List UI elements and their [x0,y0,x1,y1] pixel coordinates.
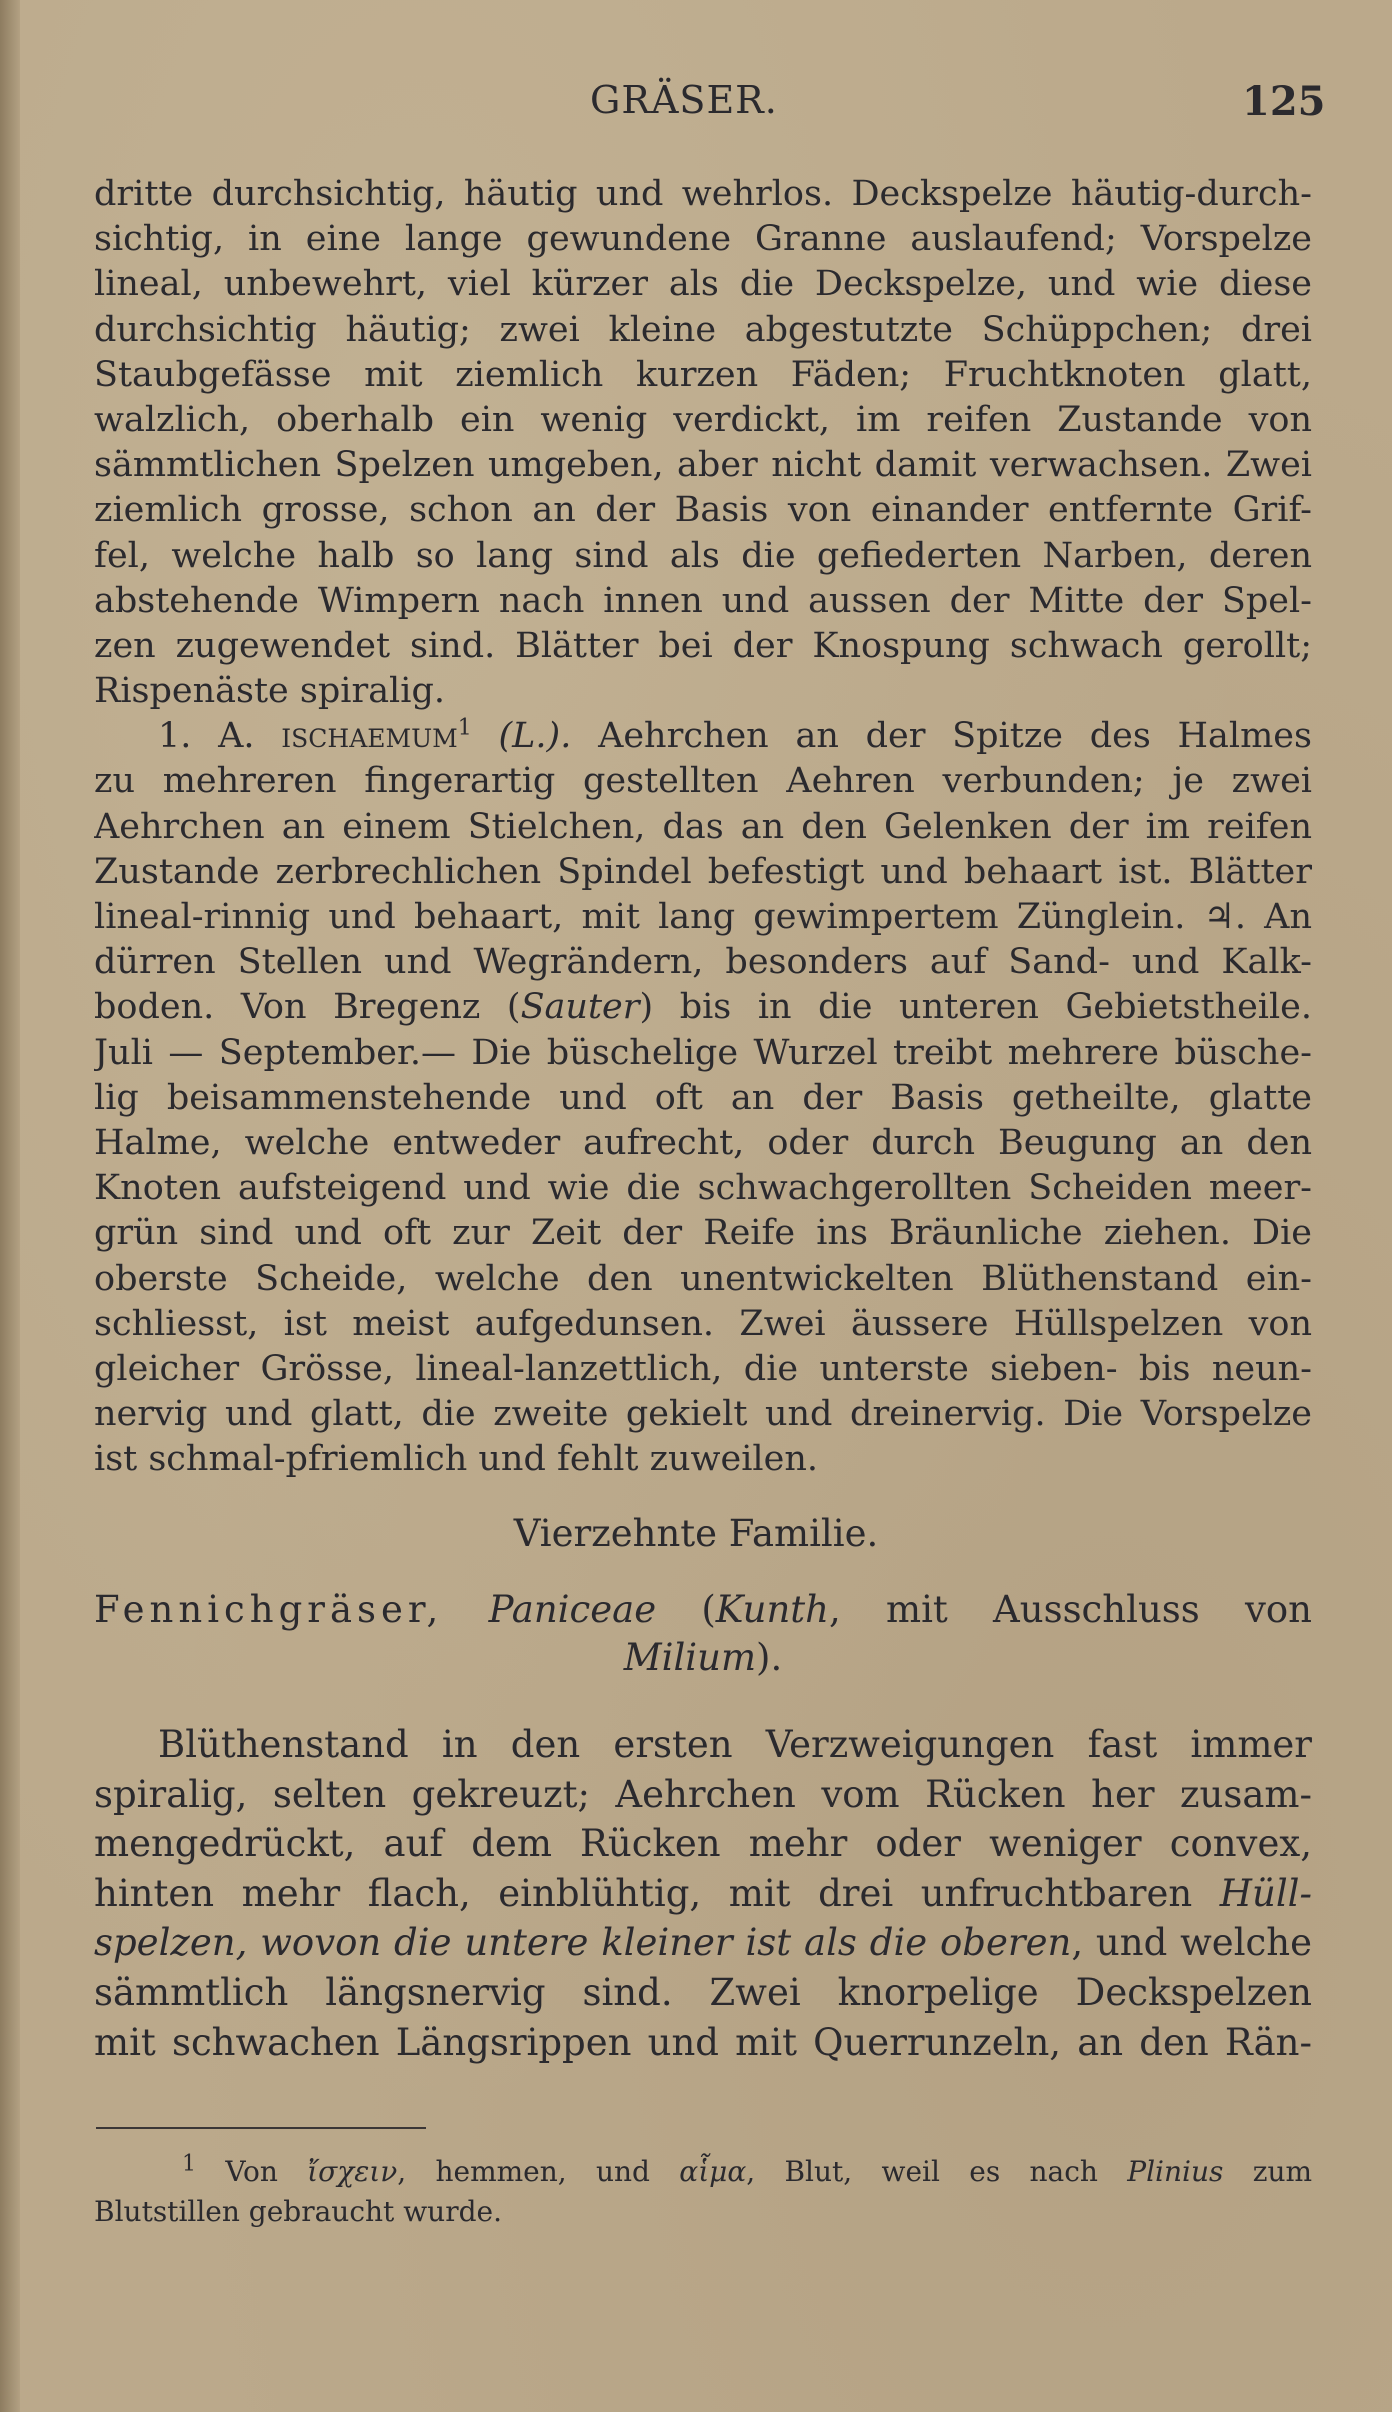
text-line [94,1918,1312,1968]
footnote-line [94,2152,1312,2192]
greek-word: ἴσχειν [307,2155,398,2188]
page-spine-shadow [0,0,20,2412]
footnote-reference: 1 [457,715,472,741]
text-line: lineal-rinnig und behaart, mit lang gewimpertem Zünglein. ♃. An [94,897,1312,937]
text-line: walzlich, oberhalb ein wenig verdickt, im reifen Zustande von [94,399,1312,440]
footnote-divider [96,2127,426,2129]
text-line: ziemlich grosse, schon an der Basis von einander entfernte Grif- [94,490,1312,531]
species-name: ischaemum [281,716,458,757]
text-line: abstehende Wimpern nach innen und aussen der Mitte der Spel- [94,580,1312,621]
page-header [0,78,1392,138]
text-line: mit schwachen Längsrippen und mit Querrunzeln, an den Rän- [94,2020,1312,2064]
text-line: Juli — September.— Die büschelige Wurzel treibt mehrere büsche- [94,1032,1312,1073]
footnote-line: Blutstillen gebraucht wurde. [94,2195,502,2228]
family-heading: Vierzehnte Familie. [513,1512,879,1555]
page-number: 125 [1242,78,1326,125]
text-line: lig beisammenstehende und oft an der Basis getheilte, glatte [94,1077,1312,1118]
text-line: durchsichtig häutig; zwei kleine abgestutzte Schüppchen; drei [94,309,1312,350]
excluded-genus: Milium [623,1636,757,1679]
text-line: sämmtlich längsnervig sind. Zwei knorpelige Deckspelzen [94,1970,1312,2014]
text-line [94,1869,1312,1919]
text-line: grün sind und oft zur Zeit der Reife ins Bräunliche ziehen. Die [94,1213,1312,1254]
paren: ). [756,1636,783,1679]
text-line: Staubgefässe mit ziemlich kurzen Fäden; Fruchtknoten glatt, [94,354,1312,395]
text-line: lineal, unbewehrt, viel kürzer als die Deckspelze, und wie diese [94,264,1312,305]
text-line: Aehrchen an einem Stielchen, das an den Gelenken der im reifen [94,806,1312,847]
text-line: mengedrückt, auf dem Rücken mehr oder weniger convex, [94,1822,1312,1866]
footnote-mark: 1 [182,2152,196,2177]
running-title: GRÄSER. [590,78,778,122]
text-fragment: zum [1252,2155,1312,2188]
text-line: Blüthenstand in den ersten Verzweigungen fast immer [158,1723,1312,1766]
species-number: 1. A. [158,716,255,757]
text-line: ist schmal-pfriemlich und fehlt zuweilen. [94,1439,818,1480]
family-authority: Kunth [715,1588,829,1631]
family-common-name: Fennichgräser, [94,1588,444,1631]
paren: ( [701,1588,716,1631]
text-line: fel, welche halb so lang sind als die gefiederten Narben, deren [94,535,1312,576]
text-line: Knoten aufsteigend und wie die schwachgerollten Scheiden meer- [94,1168,1312,1209]
text-line: spiralig, selten gekreuzt; Aehrchen vom Rücken her zusam- [94,1772,1312,1816]
text-fragment: boden. Von Bregenz ( [94,987,521,1028]
text-line: schliesst, ist meist aufgedunsen. Zwei äussere Hüllspelzen von [94,1303,1312,1344]
text-line: sichtig, in eine lange gewundene Granne auslaufend; Vorspelze [94,219,1312,260]
collector-name: Sauter [520,987,640,1028]
main-text [94,172,1312,1482]
text-line: dritte durchsichtig, häutig und wehrlos. Deckspelze häutig-durch- [94,174,1312,214]
species-entry-first-line [94,714,1312,759]
family-middle: , mit Ausschluss von [828,1588,1312,1631]
species-first-line-rest: Aehrchen an der Spitze des Halmes [598,716,1312,757]
text-fragment: hinten mehr flach, einblühtig, mit drei unfruchtbaren [94,1871,1193,1915]
family-name-line [94,1586,1312,1634]
text-line: Halme, welche entweder aufrecht, oder durch Beugung an den [94,1122,1312,1163]
text-fragment: Von [225,2155,278,2188]
family-latin-name: Paniceae [488,1588,657,1631]
text-line-sauter [94,985,1312,1030]
text-line: sämmtlichen Spelzen umgeben, aber nicht damit verwachsen. Zwei [94,445,1312,486]
text-line: gleicher Grösse, lineal-lanzettlich, die unterste sieben- bis neun- [94,1348,1312,1389]
text-line: nervig und glatt, die zweite gekielt und dreinervig. Die Vorspelze [94,1394,1312,1435]
text-fragment: ) bis in die unteren Gebietstheile. [639,987,1312,1028]
author-name: Plinius [1127,2155,1224,2188]
text-line: Zustande zerbrechlichen Spindel befestigt und behaart ist. Blätter [94,851,1312,892]
footnote [94,2152,1312,2232]
family-name-line-2 [94,1634,1312,1682]
text-fragment: , Blut, weil es nach [746,2155,1098,2188]
species-authority: (L.). [498,716,572,757]
text-line: zu mehreren fingerartig gestellten Aehren verbunden; je zwei [94,761,1312,802]
text-fragment: , hemmen, und [397,2155,650,2188]
text-line: Rispenäste spiralig. [94,671,445,712]
text-line: zen zugewendet sind. Blätter bei der Knospung schwach gerollt; [94,625,1312,666]
family-description [94,1720,1312,2067]
text-line: dürren Stellen und Wegrändern, besonders auf Sand- und Kalk- [94,942,1312,983]
text-fragment: , und welche [1071,1921,1312,1965]
greek-word: αἷμα [679,2155,747,2188]
italic-phrase: spelzen, wovon die untere kleiner ist als die oberen [94,1921,1072,1965]
italic-term: Hüll- [1219,1871,1312,1915]
text-line: oberste Scheide, welche den unentwickelten Blüthenstand ein- [94,1258,1312,1299]
family-name [94,1586,1312,1682]
